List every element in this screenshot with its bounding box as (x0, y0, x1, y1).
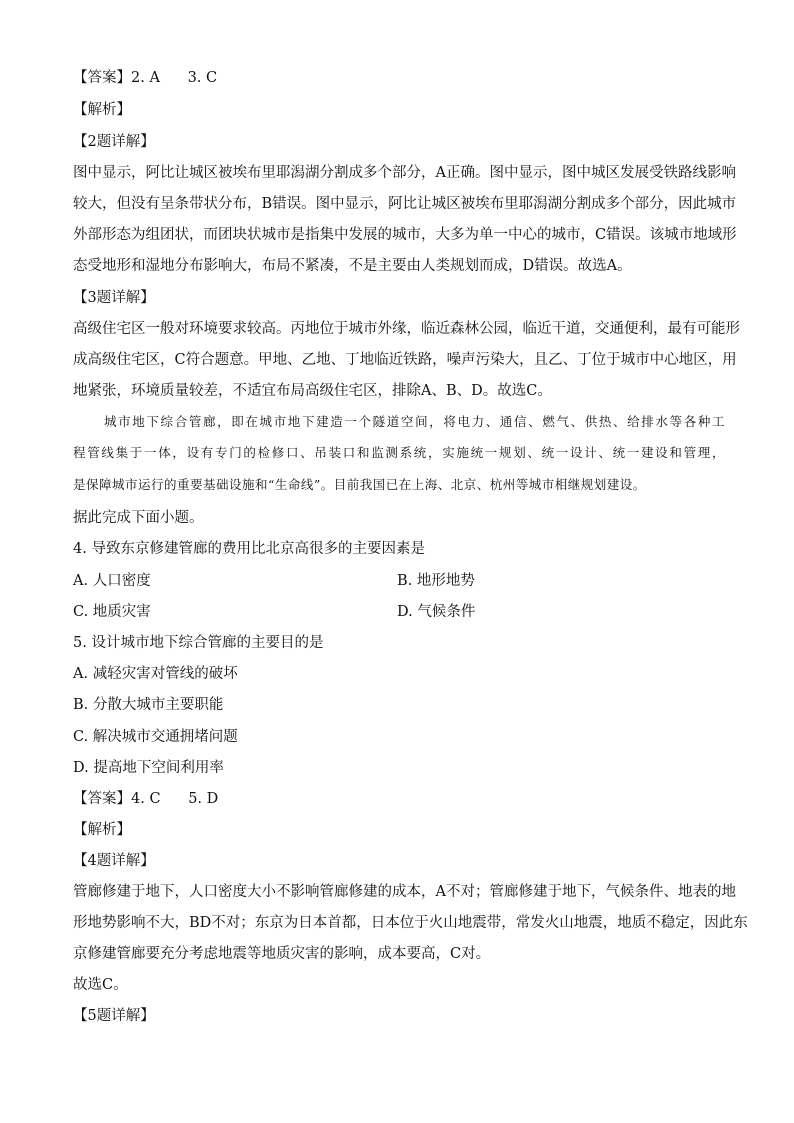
answer-text: 4. C 5. D (131, 791, 219, 807)
paragraph-line: 成高级住宅区，C符合题意。甲地、乙地、丁地临近铁路，噪声污染大，且乙、丁位于城市中心地区，用 (73, 352, 737, 368)
paragraph-line: 高级住宅区一般对环境要求较高。丙地位于城市外缘，临近森林公园，临近干道，交通便利，最有可能形 (73, 321, 740, 337)
q5-option-c: C. 解决城市交通拥堵问题 (73, 729, 238, 745)
answer-line-q2-q3 (73, 66, 217, 87)
material-line: 程管线集于一体，设有专门的检修口、吊装口和监测系统，实施统一规划、统一设计、统一建设和管理， (73, 445, 725, 460)
paragraph-line: 地紧张，环境质量较差，不适宜布局高级住宅区，排除A、B、D。故选C。 (73, 383, 552, 399)
analysis-tag: 【解析】 (73, 102, 131, 118)
q5-option-b: B. 分散大城市主要职能 (73, 697, 224, 713)
material-line: 城市地下综合管廊，即在城市地下建造一个隧道空间，将电力、通信、燃气、供热、给排水等各种工 (104, 414, 725, 429)
paragraph-line: 京修建管廊要充分考虑地震等地质灾害的影响，成本要高，C对。 (73, 946, 491, 962)
answer-tag: 【答案】 (73, 791, 131, 807)
question-5-stem: 5. 设计城市地下综合管廊的主要目的是 (73, 635, 324, 651)
paragraph-line: 管廊修建于地下，人口密度大小不影响管廊修建的成本，A不对；管廊修建于地下，气候条件、地表的地 (73, 884, 736, 900)
paragraph-line: 态受地形和湿地分布影响大，布局不紧凑，不是主要由人类规划而成，D错误。故选A。 (73, 258, 632, 274)
paragraph-line: 较大，但没有呈条带状分布，B错误。图中显示，阿比让城区被埃布里耶潟湖分割成多个部分，因此城市 (73, 196, 737, 212)
q3-detail-heading: 【3题详解】 (73, 290, 155, 306)
material-instruction: 据此完成下面小题。 (73, 510, 204, 526)
q5-option-d: D. 提高地下空间利用率 (73, 760, 224, 776)
paragraph-line: 形地势影响不大，BD不对；东京为日本首都，日本位于火山地震带，常发火山地震，地质不稳定，因此东 (73, 915, 748, 931)
q4-option-b: B. 地形地势 (397, 573, 475, 589)
material-line: 是保障城市运行的重要基础设施和“生命线”。目前我国已在上海、北京、杭州等城市相继规划建设。 (73, 477, 646, 492)
q2-detail-heading: 【2题详解】 (73, 134, 155, 150)
answer-line-q4-q5 (73, 787, 218, 808)
question-4-stem: 4. 导致东京修建管廊的费用比北京高很多的主要因素是 (73, 541, 425, 557)
q4-detail-heading: 【4题详解】 (73, 853, 155, 869)
q5-option-a: A. 减轻灾害对管线的破坏 (73, 666, 238, 682)
q4-conclusion: 故选C。 (73, 977, 128, 993)
q4-option-d: D. 气候条件 (397, 604, 476, 620)
answer-tag: 【答案】 (73, 70, 131, 86)
paragraph-line: 图中显示，阿比让城区被埃布里耶潟湖分割成多个部分，A正确。图中显示，图中城区发展受铁路线影响 (73, 165, 736, 181)
q4-option-a: A. 人口密度 (73, 573, 151, 589)
analysis-tag: 【解析】 (73, 822, 131, 838)
answer-text: 2. A 3. C (131, 70, 218, 86)
paragraph-line: 外部形态为组团状，而团块状城市是指集中发展的城市，大多为单一中心的城市，C错误。该城市地域形 (73, 227, 737, 243)
q4-option-c: C. 地质灾害 (73, 604, 151, 620)
q5-detail-heading: 【5题详解】 (73, 1008, 155, 1024)
